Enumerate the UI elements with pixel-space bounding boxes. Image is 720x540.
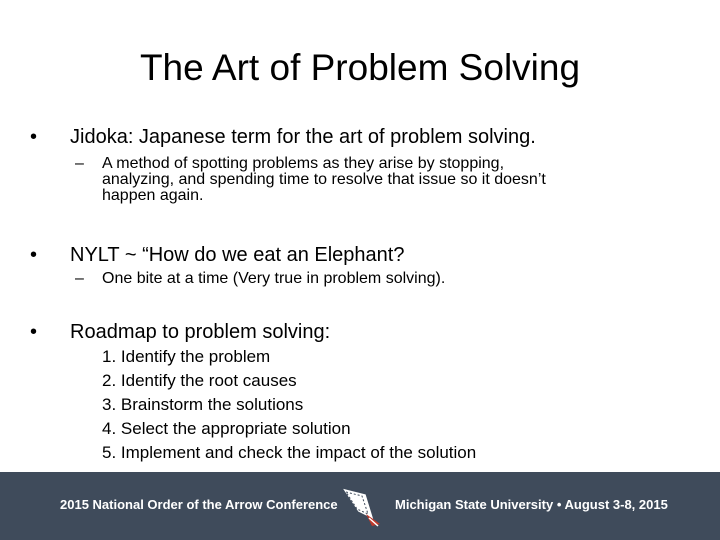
roadmap-step: 5. Implement and check the impact of the solution [102,443,477,462]
bullet-text: Roadmap to problem solving: [70,321,331,343]
roadmap-steps-list [102,345,476,465]
footer-venue-date: Michigan State University • August 3-8, 2015 [395,497,668,512]
slide-title: The Art of Problem Solving [139,47,581,88]
sub-bullet-line: One bite at a time (Very true in problem solving). [102,270,446,287]
sub-bullet-dash-icon: – [75,155,84,172]
roadmap-step: 1. Identify the problem [102,347,271,366]
sub-bullet-dash-icon: – [75,270,84,287]
sub-bullet-text [102,156,546,204]
sub-bullet-line: happen again. [102,187,204,204]
roadmap-step: 4. Select the appropriate solution [102,419,351,438]
bullet-text: NYLT ~ “How do we eat an Elephant? [70,244,405,266]
bullet-dot-icon: • [30,244,38,266]
bullet-dot-icon: • [30,126,38,148]
bullet-dot-icon: • [30,321,38,343]
roadmap-step: 2. Identify the root causes [102,371,297,390]
footer-bar [0,472,720,540]
sub-bullet-line: A method of spotting problems as they arise by stopping, [102,155,505,172]
sub-bullet-line: analyzing, and spending time to resolve that issue so it doesn’t [102,171,546,188]
roadmap-step: 3. Brainstorm the solutions [102,395,304,414]
bullet-text: Jidoka: Japanese term for the art of problem solving. [70,126,536,148]
sub-bullet-text [102,271,445,287]
footer-conference-name: 2015 National Order of the Arrow Conference [60,497,338,512]
arrowhead-logo-icon [336,482,386,530]
